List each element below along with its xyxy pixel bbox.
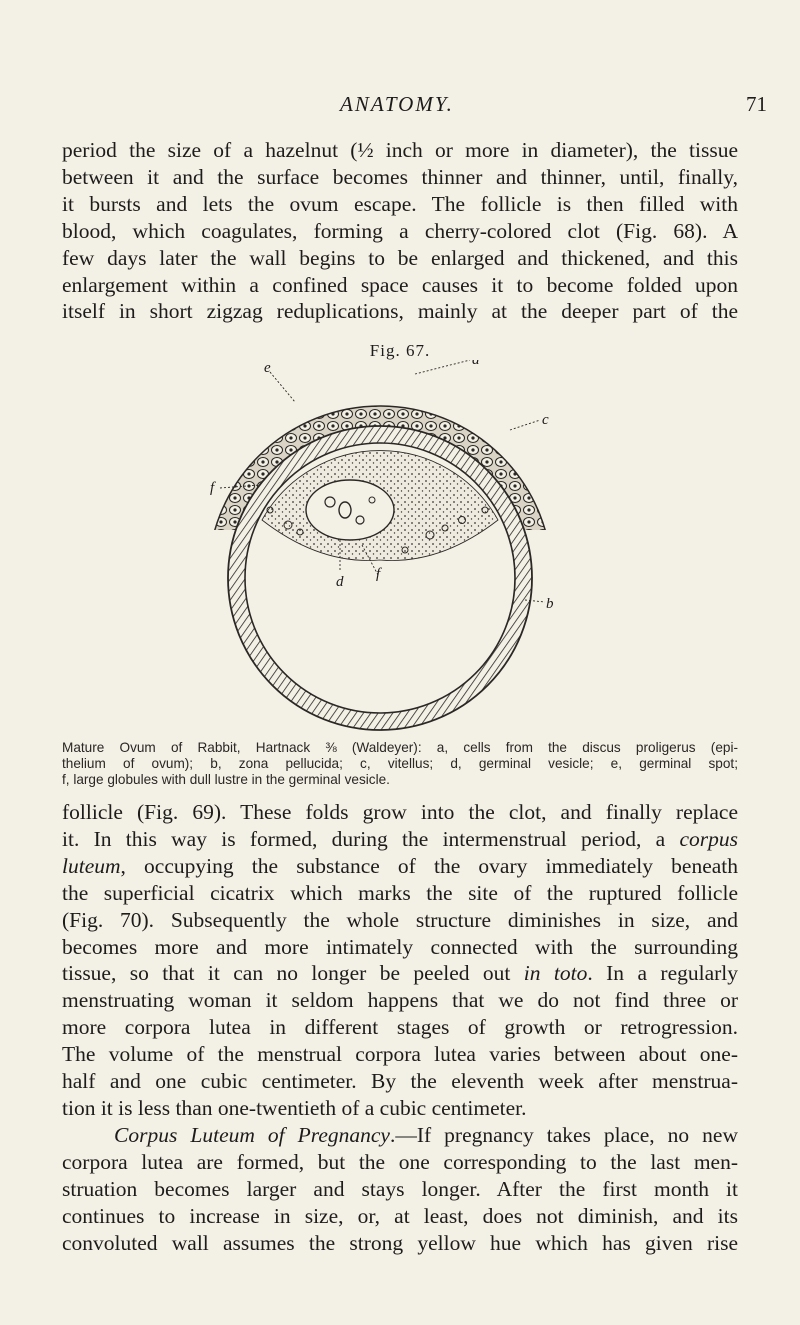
text-line: the superficial cicatrix which marks the site of the ruptured follicle	[62, 880, 738, 905]
text-line: it. In this way is formed, during the intermenstrual period, a corpus	[62, 826, 738, 851]
text-line: luteum, occupying the substance of the ovary immediately beneath	[62, 853, 738, 878]
text-line: it bursts and lets the ovum escape. The follicle is then filled with	[62, 191, 738, 216]
text-line: convoluted wall assumes the strong yellow hue which has given rise	[62, 1230, 738, 1255]
label-f-left: f	[210, 480, 215, 496]
text-line: corpora lutea are formed, but the one corresponding to the last men-	[62, 1149, 738, 1174]
label-f-center: f	[376, 566, 381, 582]
page-number: 71	[746, 92, 767, 116]
paragraph-1	[62, 137, 738, 325]
text-line: enlargement within a confined space causes it to become folded upon	[62, 272, 738, 297]
label-d: d	[336, 574, 344, 590]
text-line: blood, which coagulates, forming a cherry-colored clot (Fig. 68). A	[62, 218, 738, 243]
germinal-vesicle	[306, 480, 394, 540]
text-line: Corpus Luteum of Pregnancy.—If pregnancy takes place, no new	[114, 1122, 738, 1147]
ovum-illustration	[200, 360, 560, 740]
text-line: tion it is less than one-twentieth of a cubic centimeter.	[62, 1095, 527, 1120]
caption-line: thelium of ovum); b, zona pellucida; c, vitellus; d, germinal vesicle; e, germinal spot;	[62, 756, 738, 772]
label-c: c	[542, 412, 549, 428]
page-header	[0, 92, 800, 122]
text-line: between it and the surface becomes thinner and thinner, until, finally,	[62, 164, 738, 189]
figure-caption	[62, 740, 738, 789]
text-line: struation becomes larger and stays longer. After the first month it	[62, 1176, 738, 1201]
paragraph-2	[62, 799, 738, 1256]
text-line: itself in short zigzag reduplications, mainly at the deeper part of the	[62, 299, 738, 324]
text-line: few days later the wall begins to be enlarged and thickened, and this	[62, 245, 738, 270]
text-line: follicle (Fig. 69). These folds grow into the clot, and finally replace	[62, 800, 738, 824]
italic-term: luteum	[62, 853, 121, 878]
text-line: becomes more and more intimately connected with the surrounding	[62, 934, 738, 959]
text-line: more corpora lutea in different stages of growth or retrogression.	[62, 1015, 738, 1040]
text-line: half and one cubic centimeter. By the eleventh week after menstrua-	[62, 1069, 738, 1094]
figure-label: Fig. 67.	[369, 341, 431, 360]
running-title: ANATOMY.	[340, 92, 454, 116]
caption-line: Mature Ovum of Rabbit, Hartnack ⅜ (Waldeyer): a, cells from the discus proligerus (epi-	[62, 740, 738, 755]
section-heading: Corpus Luteum of Pregnancy	[114, 1122, 390, 1147]
italic-term: corpus	[679, 826, 738, 851]
text-line: period the size of a hazelnut (½ inch or more in diameter), the tissue	[62, 138, 738, 162]
label-e: e	[264, 360, 271, 376]
text-line: (Fig. 70). Subsequently the whole structure diminishes in size, and	[62, 907, 738, 932]
label-b: b	[546, 596, 554, 612]
text-line: The volume of the menstrual corpora lutea varies between about one-	[62, 1042, 738, 1067]
label-a: a	[472, 360, 480, 368]
text-line: menstruating woman it seldom happens that we do not find three or	[62, 988, 738, 1013]
text-line: continues to increase in size, or, at least, does not diminish, and its	[62, 1203, 738, 1228]
caption-line: f, large globules with dull lustre in the germinal vesicle.	[62, 772, 390, 788]
italic-term: in toto	[523, 961, 588, 986]
text-line: tissue, so that it can no longer be peeled out in toto. In a regularly	[62, 961, 739, 986]
